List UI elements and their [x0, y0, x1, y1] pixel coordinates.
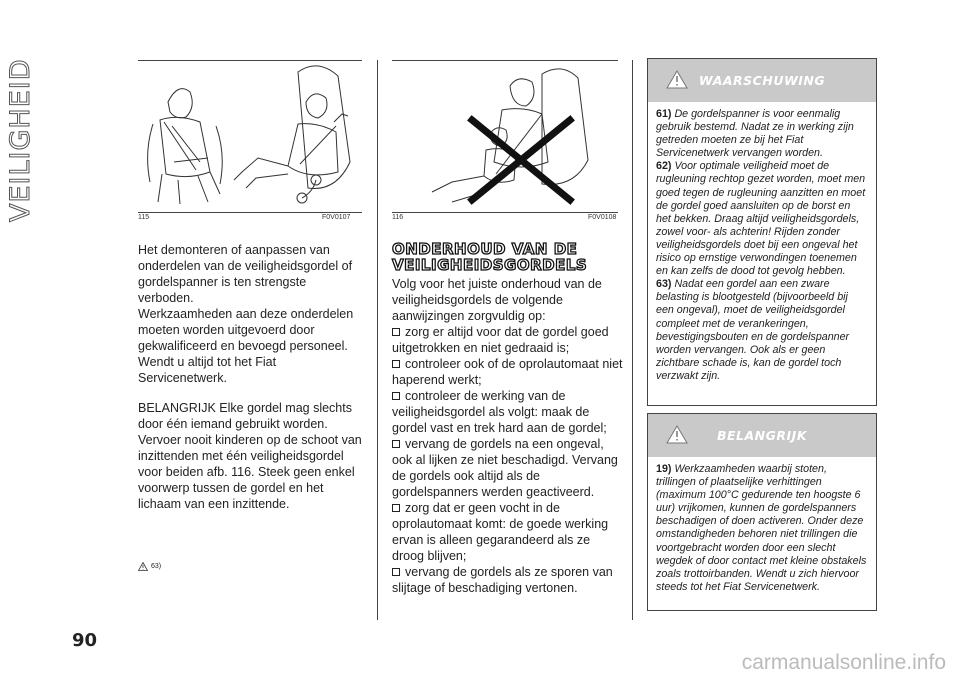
- warning-box: [647, 58, 877, 406]
- warning-triangle-icon: [138, 562, 148, 571]
- checkbox-bullet-icon: [392, 568, 400, 576]
- left-column: [138, 242, 364, 512]
- paragraph: Werkzaamheden aan deze onderdelen moeten worden uitgevoerd door gekwalificeerd en bevoegd personeel. Wendt u altijd tot het Fiat Servicenetwerk.: [138, 307, 354, 385]
- figure-bottom-rule: [392, 212, 618, 213]
- figure-top-rule: [138, 60, 362, 61]
- section-title: VEILIGHEID: [4, 58, 36, 222]
- middle-column: [392, 241, 624, 596]
- warning-triangle-icon: [666, 70, 688, 89]
- column-divider: [377, 60, 378, 620]
- checkbox-bullet-icon: [392, 360, 400, 368]
- bullet-item: controleer de werking van de veiligheidsgordel als volgt: maak de gordel vast en trek hard aan de gordel;: [392, 389, 607, 435]
- checkbox-bullet-icon: [392, 440, 400, 448]
- figure-bottom-rule: [138, 212, 362, 213]
- figure-top-rule: [392, 60, 618, 61]
- checkbox-bullet-icon: [392, 328, 400, 336]
- important-box-title: BELANGRIJK: [716, 428, 808, 443]
- paragraph: BELANGRIJK Elke gordel mag slechts door één iemand gebruikt worden. Vervoer nooit kinderen op de schoot van inzittenden met één veiligheidsgordel voor beiden afb. 116. Steek geen enkel voorwerp tussen de gordel en het lichaam van een inzittende.: [138, 401, 362, 511]
- warning-reference-label: 63): [151, 563, 162, 570]
- important-box-body: [648, 457, 876, 600]
- watermark-text: carmanualsonline.info: [741, 651, 946, 674]
- figure-code: F0V0108: [588, 214, 617, 221]
- child-on-lap-illustration: [392, 62, 618, 210]
- intro-text: Volg voor het juiste onderhoud van de veiligheidsgordels de volgende aanwijzingen zorgvuldig op:: [392, 277, 602, 323]
- warning-triangle-icon: [666, 425, 688, 444]
- figure-number: 116: [392, 214, 404, 221]
- warning-box-header: [648, 59, 876, 102]
- bullet-item: vervang de gordels als ze sporen van slijtage of beschadiging vertonen.: [392, 565, 613, 595]
- warning-item: 62) Voor optimale veiligheid moet de rugleuning rechtop gezet worden, moet men goed tegen de rugleuning aanzitten en moet de gordel goed aansluiten op de borst en het bekken. Draag altijd veiligheidsgordels, zowel voor- als achterin! Rijden zonder veiligheidsgordels doet bij een ongeval het risico op ernstige verwondingen toenemen en kan zelfs de dood tot gevolg hebben.: [656, 160, 866, 278]
- page-number: 90: [72, 630, 98, 651]
- figure-number: 115: [138, 214, 150, 221]
- heading-line: VEILIGHEIDSGORDELS: [392, 256, 588, 274]
- warning-box-title: WAARSCHUWING: [698, 73, 826, 88]
- bullet-item: vervang de gordels na een ongeval, ook al lijken ze niet beschadigd. Vervang de gordels ook altijd als de gordelspanners werden geactiveerd.: [392, 437, 618, 499]
- warning-item: 61) De gordelspanner is voor eenmalig gebruik bestemd. Nadat ze in werking zijn getreden moeten ze bij het Fiat Servicenetwerk vervangen worden.: [656, 108, 854, 160]
- checkbox-bullet-icon: [392, 504, 400, 512]
- seatbelt-tensioner-illustration: [138, 62, 362, 210]
- important-box: [647, 413, 877, 611]
- figure-code: F0V0107: [322, 214, 351, 221]
- important-box-header: [648, 414, 876, 457]
- warning-item: 63) Nadat een gordel aan een zware belasting is blootgesteld (bijvoorbeeld bij een ongeval), moet de veiligheidsgordel compleet met de verankeringen, bevestigingsbouten en de gordelspanner worden vervangen. Ook als er geen zichtbare schade is, kan de gordel toch verzwakt zijn.: [656, 278, 850, 382]
- warning-box-body: [648, 102, 876, 389]
- bullet-item: controleer ook of de oprolautomaat niet haperend werkt;: [392, 357, 623, 387]
- bullet-item: zorg er altijd voor dat de gordel goed uitgetrokken en niet gedraaid is;: [392, 325, 609, 355]
- paragraph: Het demonteren of aanpassen van onderdelen van de veiligheidsgordel of gordelspanner is ten strengste verboden.: [138, 243, 353, 305]
- section-heading: [392, 241, 624, 273]
- important-item: 19) Werkzaamheden waarbij stoten, trillingen of plaatselijke verhittingen (maximum 100°C gedurende ten hoogste 6 uur) vrijkomen, kunnen de gordelspanners beschadigen of doen activeren. Onder deze omstandigheden behoren niet trillingen die voortgebracht worden door een slecht wegdek of door contact met kleine obstakels zoals trottoirbanden. Wendt u zich hiervoor steeds tot het Fiat Servicenetwerk.: [656, 463, 867, 593]
- warning-reference: [138, 562, 161, 571]
- bullet-list: [392, 324, 624, 596]
- column-divider: [632, 60, 633, 620]
- bullet-item: zorg dat er geen vocht in de oprolautomaat komt: de goede werking ervan is alleen gegarandeerd als ze droog blijven;: [392, 501, 609, 563]
- heading-line: ONDERHOUD VAN DE: [392, 240, 578, 258]
- checkbox-bullet-icon: [392, 392, 400, 400]
